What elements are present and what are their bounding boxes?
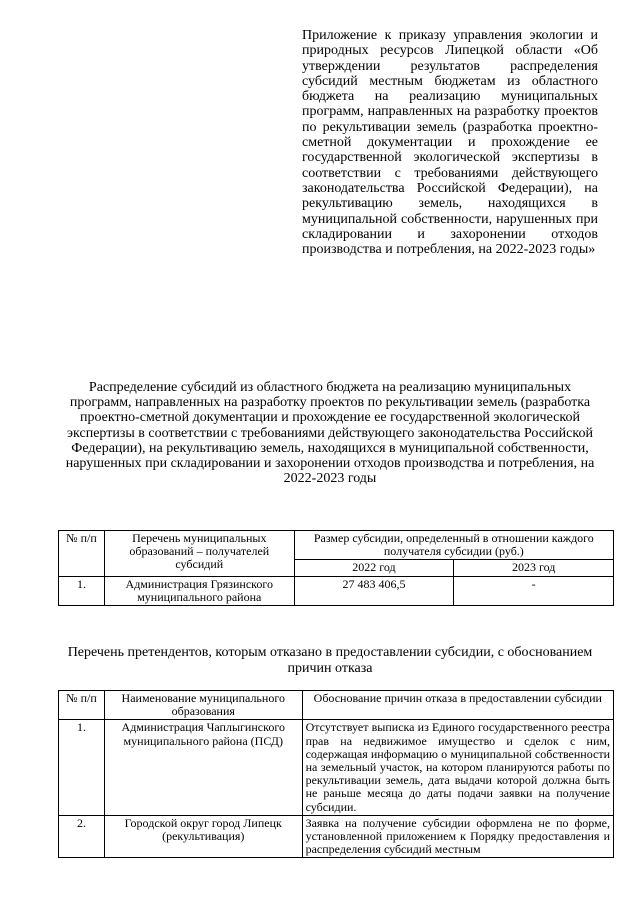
header-rejection-reason: Обоснование причин отказа в предоставлении субсидии	[302, 691, 613, 720]
distribution-table	[58, 530, 614, 606]
table-header-row	[59, 531, 614, 560]
table-row	[59, 576, 614, 605]
row-municipality: Городской округ город Липецк (рекультивация)	[104, 815, 302, 858]
distribution-title: Распределение субсидий из областного бюджета на реализацию муниципальных программ, направленных на разработку проектов по рекультивации земель (разработка проектно-сметной документации и прохождение ее государственной экологической экспертизы в соответствии с требованиями действующего законодательства Российской Федерации), на рекультивацию земель, находящихся в муниципальной собственности, нарушенных при складировании и захоронении отходов производства и потребления, на 2022-2023 годы	[65, 380, 595, 487]
header-num: № п/п	[59, 531, 105, 577]
header-subsidy-amount: Размер субсидии, определенный в отношении каждого получателя субсидии (руб.)	[294, 531, 613, 560]
header-municipality-list: Перечень муниципальных образований – получателей субсидий	[104, 531, 294, 577]
header-year-2023: 2023 год	[454, 560, 614, 576]
row-num: 1.	[59, 576, 105, 605]
appendix-note: Приложение к приказу управления экологии и природных ресурсов Липецкой области «Об утверждении результатов распределения субсидий местным бюджетам из областного бюджета на реализацию муниципальных программ, направленных на разработку проектов по рекультивации земель (разработка проектно-сметной документации и прохождение ее государственной экологической экспертизы в соответствии с требованиями действующего законодательства Российской Федерации), на рекультивацию земель, находящихся в муниципальной собственности, нарушенных при складировании и захоронении отходов производства и потребления, на 2022-2023 годы»	[302, 28, 598, 258]
rejection-table	[58, 690, 614, 858]
table-header-row	[59, 691, 614, 720]
header-year-2022: 2022 год	[294, 560, 454, 576]
row-num: 2.	[59, 815, 105, 858]
table-row	[59, 720, 614, 815]
row-municipality: Администрация Грязинского муниципального района	[104, 576, 294, 605]
table-row	[59, 815, 614, 858]
row-amount-2023: -	[454, 576, 614, 605]
header-num: № п/п	[59, 691, 105, 720]
row-reason: Отсутствует выписка из Единого государственного реестра прав на недвижимое имущество и сделок с ним, содержащая информацию о муниципальной собственности на земельный участок, на котором планируются работы по рекультивации земель, дата выдачи которой должна быть не раньше месяца до даты подачи заявки на получение субсидии.	[302, 720, 613, 815]
row-amount-2022: 27 483 406,5	[294, 576, 454, 605]
row-municipality: Администрация Чаплыгинского муниципального района (ПСД)	[104, 720, 302, 815]
row-reason: Заявка на получение субсидии оформлена не по форме, установленной приложением к Порядку предоставления и распределения субсидий местным	[302, 815, 613, 858]
row-num: 1.	[59, 720, 105, 815]
rejection-title: Перечень претендентов, которым отказано в предоставлении субсидии, с обоснованием причин отказа	[67, 645, 593, 676]
header-municipality-name: Наименование муниципального образования	[104, 691, 302, 720]
